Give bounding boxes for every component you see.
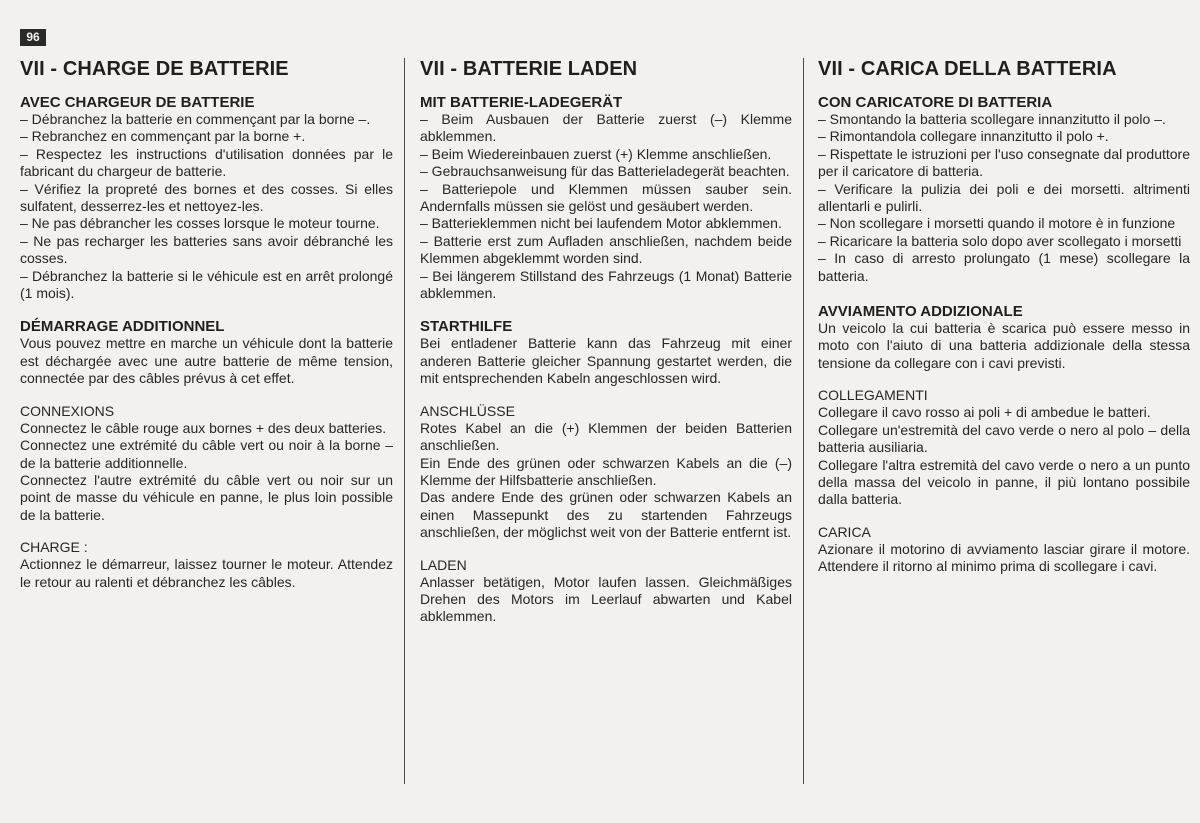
- list-item: Connectez le câble rouge aux bornes + des deux batteries.: [20, 419, 387, 436]
- boost-heading: STARTHILFE: [420, 318, 513, 336]
- list-item: – Batteriepole und Klemmen müssen sauber sein. Andernfalls müssen sie gelöst und gesäubert werden.: [420, 180, 792, 215]
- charger-heading: MIT BATTERIE-LADEGERÄT: [420, 94, 623, 111]
- charge-text: Anlasser betätigen, Motor laufen lassen. Gleichmäßiges Drehen des Motors im Leerlauf abwarten und Kabel abklemmen.: [420, 573, 792, 625]
- charge-heading: CARICA: [818, 523, 871, 540]
- list-item: Collegare l'altra estremità del cavo verde o nero a un punto della massa del veicolo in panne, il più lontano possibile dalla batteria.: [818, 456, 1190, 508]
- list-item: – Beim Ausbauen der Batterie zuerst (–) Klemme abklemmen.: [420, 111, 792, 145]
- list-item: Rotes Kabel an die (+) Klemmen der beiden Batterien anschließen.: [420, 419, 792, 454]
- list-item: – Rimontandola collegare innanzitutto il polo +.: [818, 128, 1109, 145]
- list-item: – Débranchez la batterie si le véhicule est en arrêt prolongé (1 mois).: [20, 267, 393, 302]
- connections-heading: ANSCHLÜSSE: [420, 402, 515, 419]
- section-title: VII - CARICA DELLA BATTERIA: [818, 58, 1117, 80]
- list-item: – In caso di arresto prolungato (1 mese) scollegare la batteria.: [818, 250, 1190, 284]
- list-item: – Ne pas débrancher les cosses lorsque le moteur tourne.: [20, 215, 380, 232]
- list-item: – Débranchez la batterie en commençant par la borne –.: [20, 111, 371, 127]
- list-item: Connectez une extrémité du câble vert ou noir à la borne – de la batterie additionnelle.: [20, 437, 393, 471]
- list-item: – Batterie erst zum Aufladen anschließen, nachdem beide Klemmen abgeklemmt worden sind.: [420, 232, 792, 267]
- list-item: – Beim Wiedereinbauen zuerst (+) Klemme anschließen.: [420, 145, 772, 162]
- boost-heading: AVVIAMENTO ADDIZIONALE: [818, 303, 1023, 321]
- column-italian: [818, 58, 1190, 576]
- boost-heading: DÉMARRAGE ADDITIONNEL: [20, 318, 225, 336]
- list-item: – Gebrauchsanweisung für das Batterieladegerät beachten.: [420, 163, 790, 180]
- charger-heading: AVEC CHARGEUR DE BATTERIE: [20, 94, 255, 111]
- boost-text: Bei entladener Batterie kann das Fahrzeug mit einer anderen Batterie gleicher Spannung gestartet werden, die mit entsprechenden Kabeln angeschlossen wird.: [420, 335, 792, 387]
- charge-heading: CHARGE :: [20, 539, 88, 556]
- list-item: Collegare il cavo rosso ai poli + di ambedue le batteri.: [818, 404, 1151, 421]
- list-item: – Verificare la pulizia dei poli e dei morsetti. altrimenti allentarli e pulirli.: [818, 180, 1190, 215]
- connections-heading: COLLEGAMENTI: [818, 387, 928, 404]
- column-divider: [803, 58, 804, 784]
- list-item: – Batterieklemmen nicht bei laufendem Motor abklemmen.: [420, 215, 782, 232]
- list-item: – Rebranchez en commençant par la borne +.: [20, 128, 306, 145]
- section-title: VII - CHARGE DE BATTERIE: [20, 58, 289, 80]
- list-item: Ein Ende des grünen oder schwarzen Kabels an die (–) Klemme der Hilfsbatterie anschließen.: [420, 454, 792, 488]
- list-item: – Ne pas recharger les batteries sans avoir débranché les cosses.: [20, 232, 393, 267]
- charger-heading: CON CARICATORE DI BATTERIA: [818, 94, 1053, 111]
- column-german: [420, 58, 792, 626]
- page-number: 96: [20, 29, 46, 46]
- list-item: – Rispettate le istruzioni per l'uso consegnate dal produttore per il caricatore di batteria.: [818, 145, 1190, 180]
- column-divider: [404, 58, 405, 784]
- charge-text: Actionnez le démarreur, laissez tourner le moteur. Attendez le retour au ralenti et débranchez les câbles.: [20, 556, 393, 590]
- column-french: [20, 58, 393, 591]
- list-item: – Ricaricare la batteria solo dopo aver scollegato i morsetti: [818, 232, 1182, 249]
- list-item: – Non scollegare i morsetti quando il motore è in funzione: [818, 215, 1176, 232]
- list-item: – Respectez les instructions d'utilisation données par le fabricant du chargeur de batterie.: [20, 145, 393, 180]
- list-item: Collegare un'estremità del cavo verde o nero al polo – della batteria ausiliaria.: [818, 421, 1190, 456]
- list-item: – Bei längerem Stillstand des Fahrzeugs (1 Monat) Batterie abklemmen.: [420, 267, 792, 302]
- list-item: – Smontando la batteria scollegare innanzitutto il polo –.: [818, 111, 1166, 127]
- list-item: – Vérifiez la propreté des bornes et des cosses. Si elles sulfatent, desserrez-les et nettoyez-les.: [20, 180, 393, 215]
- section-title: VII - BATTERIE LADEN: [420, 58, 638, 80]
- list-item: Das andere Ende des grünen oder schwarzen Kabels an einen Massepunkt des zu startenden Fahrzeugs anschließen, der möglichst weit von der Batterie entfernt ist.: [420, 489, 792, 541]
- connections-heading: CONNEXIONS: [20, 402, 115, 419]
- list-item: Connectez l'autre extrémité du câble vert ou noir sur un point de masse du véhicule en panne, le plus loin possible de la batterie.: [20, 471, 393, 523]
- charge-text: Azionare il motorino di avviamento lasciar girare il motore. Attendere il ritorno al minimo prima di scollegare i cavi.: [818, 540, 1190, 575]
- charge-heading: LADEN: [420, 556, 467, 573]
- boost-text: Un veicolo la cui batteria è scarica può essere messo in moto con l'aiuto di una batteria addizionale della stessa tensione da collegare con i cavi previsti.: [818, 320, 1190, 371]
- boost-text: Vous pouvez mettre en marche un véhicule dont la batterie est déchargée avec une autre batterie de même tension, connectée par des câbles prévus à cet effet.: [20, 335, 393, 387]
